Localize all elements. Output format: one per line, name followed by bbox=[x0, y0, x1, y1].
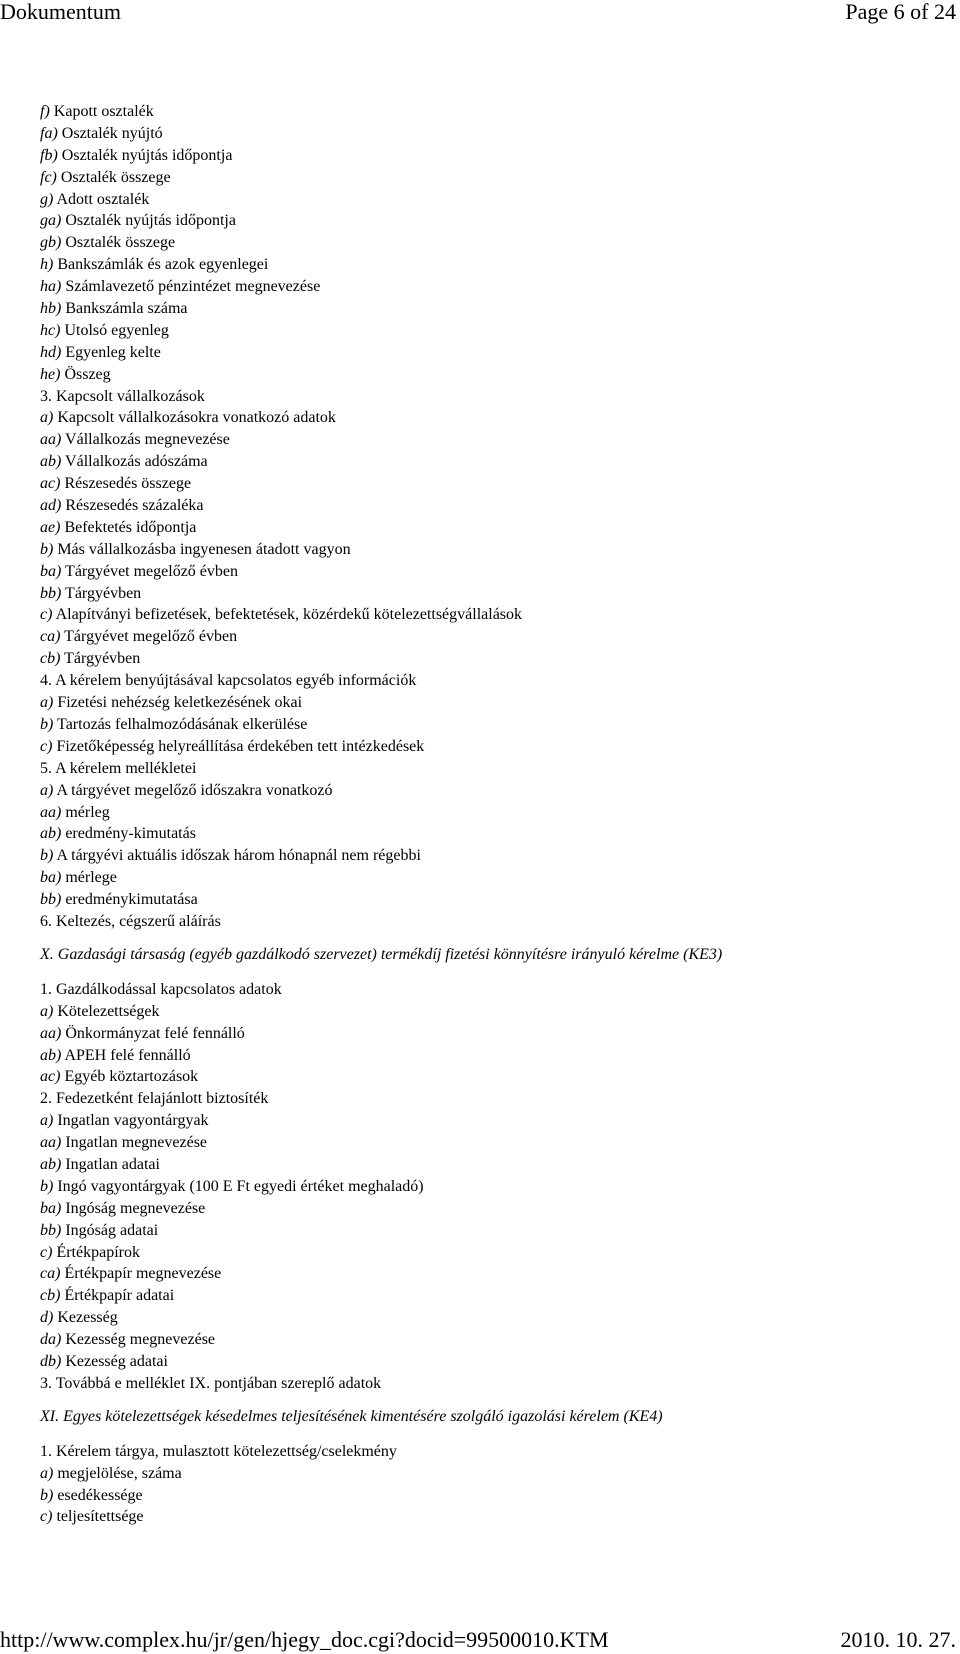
item-label: ba) bbox=[40, 562, 62, 580]
item-text: 1. Kérelem tárgya, mulasztott kötelezettség/cselekmény bbox=[40, 1442, 397, 1460]
item-text: Utolsó egyenleg bbox=[64, 321, 169, 339]
item-label: ga) bbox=[40, 212, 62, 230]
list-item bbox=[40, 429, 940, 451]
list-item bbox=[40, 979, 940, 1001]
list-item bbox=[40, 1285, 940, 1307]
list-item bbox=[40, 1263, 940, 1285]
list-item bbox=[40, 692, 940, 714]
list-item bbox=[40, 780, 940, 802]
list-item bbox=[40, 1441, 940, 1463]
item-text: Kezesség adatai bbox=[65, 1352, 168, 1370]
item-text: Vállalkozás megnevezése bbox=[65, 431, 230, 449]
list-item bbox=[40, 254, 940, 276]
item-text: Kezesség megnevezése bbox=[65, 1331, 216, 1349]
item-text: Tárgyévet megelőző évben bbox=[64, 628, 238, 646]
item-text: Kapcsolt vállalkozásokra vonatkozó adatok bbox=[57, 409, 336, 427]
item-label: da) bbox=[40, 1331, 62, 1349]
list-item bbox=[40, 210, 940, 232]
list-item bbox=[40, 1307, 940, 1329]
item-text: Értékpapírok bbox=[56, 1243, 140, 1261]
item-text: eredmény-kimutatás bbox=[65, 825, 196, 843]
item-text: megjelölése, száma bbox=[57, 1464, 182, 1482]
item-text: Fizetőképesség helyreállítása érdekében tett intézkedések bbox=[56, 737, 425, 755]
list-item bbox=[40, 495, 940, 517]
item-text: Tartozás felhalmozódásának elkerülése bbox=[57, 715, 308, 733]
item-label: aa) bbox=[40, 1024, 62, 1042]
item-label: c) bbox=[40, 1508, 53, 1526]
list-item bbox=[40, 1220, 940, 1242]
item-label: ab) bbox=[40, 1046, 62, 1064]
item-label: ca) bbox=[40, 1265, 61, 1283]
item-text: Számlavezető pénzintézet megnevezése bbox=[65, 278, 321, 296]
list-item bbox=[40, 539, 940, 561]
list-item bbox=[40, 232, 940, 254]
item-label: b) bbox=[40, 847, 54, 865]
item-text: Ingatlan vagyontárgyak bbox=[57, 1112, 209, 1130]
item-text: 4. A kérelem benyújtásával kapcsolatos egyéb információk bbox=[40, 672, 417, 690]
item-text: Ingatlan megnevezése bbox=[65, 1134, 208, 1152]
item-label: a) bbox=[40, 1112, 54, 1130]
item-label: c) bbox=[40, 737, 53, 755]
list-item bbox=[40, 1242, 940, 1264]
item-text: teljesítettsége bbox=[56, 1508, 144, 1526]
item-text: mérleg bbox=[65, 803, 110, 821]
item-label: fb) bbox=[40, 146, 58, 164]
item-label: he) bbox=[40, 365, 61, 383]
item-text: Tárgyévben bbox=[64, 650, 141, 668]
list-item bbox=[40, 1132, 940, 1154]
item-text: Tárgyévben bbox=[65, 584, 142, 602]
list-item bbox=[40, 1198, 940, 1220]
item-label: ab) bbox=[40, 825, 62, 843]
item-text: Egyenleg kelte bbox=[65, 343, 161, 361]
item-label: b) bbox=[40, 540, 54, 558]
list-item bbox=[40, 167, 940, 189]
item-text: Ingatlan adatai bbox=[65, 1155, 160, 1173]
item-text: Kötelezettségek bbox=[57, 1002, 160, 1020]
item-text: Értékpapír adatai bbox=[64, 1287, 175, 1305]
item-text: Ingóság adatai bbox=[65, 1221, 159, 1239]
list-item bbox=[40, 1023, 940, 1045]
item-text: 6. Keltezés, cégszerű aláírás bbox=[40, 912, 221, 930]
list-item bbox=[40, 1176, 940, 1198]
item-text: Ingó vagyontárgyak (100 E Ft egyedi értéket meghaladó) bbox=[57, 1177, 424, 1195]
list-item bbox=[40, 1329, 940, 1351]
list-item bbox=[40, 823, 940, 845]
item-text: 2. Fedezetként felajánlott biztosíték bbox=[40, 1090, 269, 1108]
item-label: hc) bbox=[40, 321, 61, 339]
item-label: ha) bbox=[40, 278, 62, 296]
item-text: Ingóság megnevezése bbox=[65, 1199, 206, 1217]
item-label: aa) bbox=[40, 803, 62, 821]
list-item bbox=[40, 123, 940, 145]
list-item bbox=[40, 407, 940, 429]
item-text: Befektetés időpontja bbox=[64, 518, 197, 536]
section-heading-x: X. Gazdasági társaság (egyéb gazdálkodó szervezet) termékdíj fizetési könnyítésre irányuló kérelme (KE3) bbox=[40, 945, 723, 963]
item-label: ae) bbox=[40, 518, 61, 536]
list-item bbox=[40, 1351, 940, 1373]
item-label: d) bbox=[40, 1309, 54, 1327]
list-item bbox=[40, 867, 940, 889]
list-item bbox=[40, 1110, 940, 1132]
item-label: ac) bbox=[40, 1068, 61, 1086]
section-heading-xi: XI. Egyes kötelezettségek késedelmes teljesítésének kimentésére szolgáló igazolási kérelem (KE4) bbox=[40, 1407, 663, 1425]
item-text: Részesedés százaléka bbox=[65, 497, 204, 515]
list-item bbox=[40, 473, 940, 495]
list-item bbox=[40, 451, 940, 473]
item-label: aa) bbox=[40, 1134, 62, 1152]
item-text: mérlege bbox=[65, 869, 117, 887]
list-item bbox=[40, 1001, 940, 1023]
item-text: Adott osztalék bbox=[56, 190, 150, 208]
page-footer bbox=[0, 1628, 960, 1654]
item-text: Vállalkozás adószáma bbox=[65, 453, 208, 471]
item-text: eredménykimutatása bbox=[65, 891, 198, 909]
list-item bbox=[40, 101, 940, 123]
list-item bbox=[40, 1066, 940, 1088]
item-label: bb) bbox=[40, 1221, 62, 1239]
list-item bbox=[40, 1154, 940, 1176]
list-item bbox=[40, 670, 940, 692]
item-text: Kapott osztalék bbox=[53, 103, 154, 120]
item-text: Értékpapír megnevezése bbox=[64, 1265, 222, 1283]
item-text: Osztalék nyújtás időpontja bbox=[61, 146, 233, 164]
item-text: Osztalék összege bbox=[65, 234, 176, 252]
item-label: aa) bbox=[40, 431, 62, 449]
item-label: h) bbox=[40, 256, 54, 274]
item-text: 3. Továbbá e melléklet IX. pontjában szereplő adatok bbox=[40, 1374, 382, 1392]
page-indicator: Page 6 of 24 bbox=[845, 0, 956, 24]
item-label: ab) bbox=[40, 1155, 62, 1173]
list-item bbox=[40, 736, 940, 758]
item-label: c) bbox=[40, 1243, 53, 1261]
item-text: Kezesség bbox=[57, 1309, 118, 1327]
item-label: b) bbox=[40, 1177, 54, 1195]
page-header bbox=[0, 0, 960, 26]
footer-date: 2010. 10. 27. bbox=[840, 1627, 956, 1652]
list-item bbox=[40, 386, 940, 408]
item-text: Osztalék összege bbox=[60, 168, 171, 186]
item-label: ac) bbox=[40, 475, 61, 493]
item-label: bb) bbox=[40, 891, 62, 909]
item-text: Fizetési nehézség keletkezésének okai bbox=[57, 694, 303, 712]
list-item bbox=[40, 845, 940, 867]
list-item bbox=[40, 648, 940, 670]
item-label: f) bbox=[40, 103, 50, 120]
item-text: Bankszámla száma bbox=[65, 300, 188, 318]
list-section-x bbox=[40, 979, 940, 1395]
item-label: b) bbox=[40, 1486, 54, 1504]
item-text: Alapítványi befizetések, befektetések, közérdekű kötelezettségvállalások bbox=[55, 606, 523, 624]
item-label: a) bbox=[40, 1464, 54, 1482]
item-text: Egyéb köztartozások bbox=[64, 1068, 199, 1086]
list-item bbox=[40, 1088, 940, 1110]
item-text: Bankszámlák és azok egyenlegei bbox=[57, 256, 269, 274]
item-text: Osztalék nyújtás időpontja bbox=[65, 212, 236, 230]
item-label: ab) bbox=[40, 453, 62, 471]
item-text: 5. A kérelem mellékletei bbox=[40, 759, 197, 777]
list-item bbox=[40, 561, 940, 583]
list-item bbox=[40, 320, 940, 342]
item-text: esedékessége bbox=[57, 1486, 143, 1504]
list-section-xi bbox=[40, 1441, 940, 1529]
item-text: A tárgyévet megelőző időszakra vonatkozó bbox=[56, 781, 333, 799]
item-label: a) bbox=[40, 409, 54, 427]
item-label: a) bbox=[40, 694, 54, 712]
list-item bbox=[40, 758, 940, 780]
item-label: a) bbox=[40, 781, 54, 799]
item-label: fa) bbox=[40, 124, 58, 142]
list-item bbox=[40, 342, 940, 364]
list-item bbox=[40, 364, 940, 386]
list-item bbox=[40, 604, 940, 626]
item-text: Tárgyévet megelőző évben bbox=[65, 562, 239, 580]
list-item bbox=[40, 189, 940, 211]
item-label: g) bbox=[40, 190, 54, 208]
item-text: Önkormányzat felé fennálló bbox=[65, 1024, 245, 1042]
item-text: 3. Kapcsolt vállalkozások bbox=[40, 387, 205, 405]
item-label: cb) bbox=[40, 1287, 61, 1305]
item-label: c) bbox=[40, 606, 53, 624]
list-item bbox=[40, 1506, 940, 1528]
item-text: Más vállalkozásba ingyenesen átadott vagyon bbox=[57, 540, 351, 558]
item-text: Osztalék nyújtó bbox=[61, 124, 163, 142]
list-item bbox=[40, 145, 940, 167]
list-item bbox=[40, 276, 940, 298]
item-label: cb) bbox=[40, 650, 61, 668]
item-text: A tárgyévi aktuális időszak három hónapnál nem régebbi bbox=[56, 847, 421, 865]
item-label: fc) bbox=[40, 168, 57, 186]
list-section-ix bbox=[40, 101, 940, 933]
list-item bbox=[40, 889, 940, 911]
item-text: Összeg bbox=[64, 365, 111, 383]
list-item bbox=[40, 583, 940, 605]
item-label: bb) bbox=[40, 584, 62, 602]
list-item bbox=[40, 1463, 940, 1485]
item-label: ca) bbox=[40, 628, 61, 646]
item-text: Részesedés összege bbox=[64, 475, 192, 493]
list-item bbox=[40, 1373, 940, 1395]
list-item bbox=[40, 1485, 940, 1507]
header-title: Dokumentum bbox=[0, 0, 121, 24]
item-label: ba) bbox=[40, 1199, 62, 1217]
list-item bbox=[40, 802, 940, 824]
item-label: b) bbox=[40, 715, 54, 733]
item-text: 1. Gazdálkodással kapcsolatos adatok bbox=[40, 980, 282, 998]
item-label: a) bbox=[40, 1002, 54, 1020]
list-item bbox=[40, 298, 940, 320]
list-item bbox=[40, 517, 940, 539]
document-body bbox=[40, 101, 940, 1528]
item-label: ba) bbox=[40, 869, 62, 887]
item-label: hb) bbox=[40, 300, 62, 318]
item-label: db) bbox=[40, 1352, 62, 1370]
footer-url: http://www.complex.hu/jr/gen/hjegy_doc.cgi?docid=99500010.KTM bbox=[0, 1627, 609, 1652]
item-label: gb) bbox=[40, 234, 62, 252]
item-text: APEH felé fennálló bbox=[64, 1046, 191, 1064]
item-label: hd) bbox=[40, 343, 62, 361]
item-label: ad) bbox=[40, 497, 62, 515]
list-item bbox=[40, 1045, 940, 1067]
list-item bbox=[40, 714, 940, 736]
list-item bbox=[40, 626, 940, 648]
list-item bbox=[40, 911, 940, 933]
